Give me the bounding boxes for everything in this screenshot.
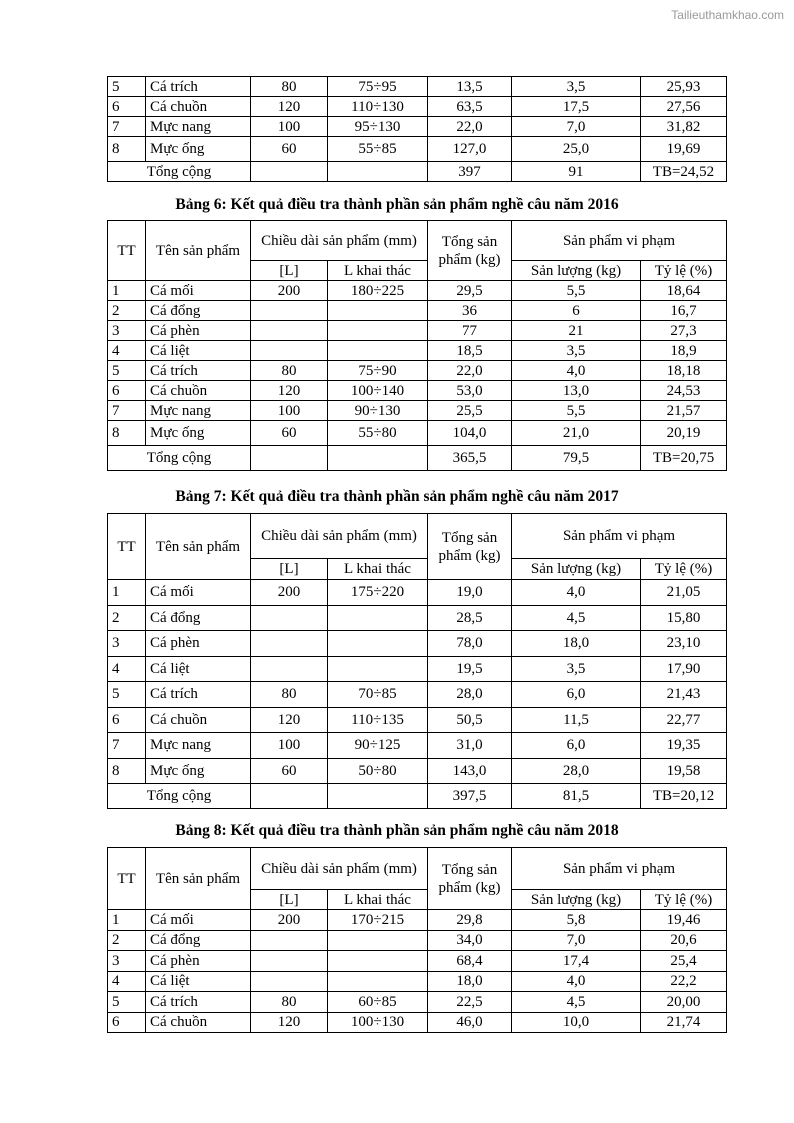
header-total: Tổng sản phẩm (kg) (428, 848, 512, 910)
header-tt: TT (108, 514, 146, 580)
cell-l-catch: 90÷130 (328, 401, 428, 421)
cell-l-catch (328, 971, 428, 992)
table-row (108, 137, 727, 162)
cell-violation-output: 21,0 (512, 421, 641, 446)
cell-empty (328, 446, 428, 471)
cell-l-standard: 80 (251, 77, 328, 97)
table-row (108, 77, 727, 97)
cell-violation-output: 7,0 (512, 117, 641, 137)
table-row (108, 605, 727, 631)
cell-total-label: Tổng cộng (108, 784, 251, 809)
cell-violation-output: 18,0 (512, 631, 641, 657)
header-l-standard: [L] (251, 261, 328, 281)
header-product-name: Tên sản phẩm (146, 848, 251, 910)
header-length-group: Chiều dài sản phẩm (mm) (251, 514, 428, 559)
cell-total: 22,0 (428, 361, 512, 381)
header-violation-ratio: Tỷ lệ (%) (641, 890, 727, 910)
header-violation-group: Sản phẩm vi phạm (512, 221, 727, 261)
table-row (108, 361, 727, 381)
cell-l-catch: 75÷95 (328, 77, 428, 97)
table6-table (107, 220, 727, 471)
cell-empty (251, 784, 328, 809)
cell-tt: 2 (108, 930, 146, 951)
cell-violation-ratio: 17,90 (641, 656, 727, 682)
cell-violation-output: 6 (512, 301, 641, 321)
header-product-name: Tên sản phẩm (146, 221, 251, 281)
total-row (108, 162, 727, 182)
table5-continued (107, 76, 726, 182)
cell-total: 104,0 (428, 421, 512, 446)
table-row (108, 733, 727, 759)
cell-tt: 7 (108, 117, 146, 137)
cell-violation-output: 3,5 (512, 341, 641, 361)
cell-tt: 6 (108, 707, 146, 733)
cell-tt: 1 (108, 580, 146, 606)
cell-total-sum: 365,5 (428, 446, 512, 471)
cell-tt: 3 (108, 321, 146, 341)
cell-product-name: Mực ống (146, 137, 251, 162)
cell-tt: 8 (108, 137, 146, 162)
cell-violation-ratio: 22,2 (641, 971, 727, 992)
cell-tt: 1 (108, 910, 146, 931)
cell-product-name: Cá trích (146, 361, 251, 381)
cell-l-catch: 75÷90 (328, 361, 428, 381)
header-violation-ratio: Tỷ lệ (%) (641, 261, 727, 281)
table-row (108, 381, 727, 401)
cell-l-catch: 100÷140 (328, 381, 428, 401)
table7-block (107, 513, 726, 809)
cell-product-name: Mực nang (146, 401, 251, 421)
cell-product-name: Mực nang (146, 733, 251, 759)
cell-empty (328, 784, 428, 809)
cell-violation-output: 17,5 (512, 97, 641, 117)
cell-violation-ratio: 19,69 (641, 137, 727, 162)
cell-l-standard (251, 341, 328, 361)
cell-total: 78,0 (428, 631, 512, 657)
cell-product-name: Cá mối (146, 910, 251, 931)
cell-product-name: Cá phèn (146, 321, 251, 341)
cell-violation-output-sum: 79,5 (512, 446, 641, 471)
cell-total: 13,5 (428, 77, 512, 97)
cell-total-sum: 397 (428, 162, 512, 182)
cell-tt: 1 (108, 281, 146, 301)
cell-violation-output-sum: 81,5 (512, 784, 641, 809)
cell-violation-output: 5,5 (512, 401, 641, 421)
cell-total-sum: 397,5 (428, 784, 512, 809)
header-total: Tổng sản phẩm (kg) (428, 514, 512, 580)
cell-violation-output: 25,0 (512, 137, 641, 162)
table-row (108, 930, 727, 951)
table-row (108, 97, 727, 117)
cell-tt: 6 (108, 381, 146, 401)
table8-table (107, 847, 727, 1033)
cell-tt: 5 (108, 361, 146, 381)
cell-l-catch (328, 605, 428, 631)
cell-l-catch: 180÷225 (328, 281, 428, 301)
cell-l-catch (328, 631, 428, 657)
cell-product-name: Cá trích (146, 682, 251, 708)
header-violation-output: Sản lượng (kg) (512, 559, 641, 580)
total-row (108, 446, 727, 471)
table-row (108, 301, 727, 321)
cell-product-name: Cá chuồn (146, 381, 251, 401)
cell-l-standard (251, 631, 328, 657)
cell-product-name: Cá trích (146, 77, 251, 97)
cell-l-standard (251, 656, 328, 682)
cell-product-name: Cá chuồn (146, 1012, 251, 1033)
cell-l-standard (251, 951, 328, 972)
header-length-group: Chiều dài sản phẩm (mm) (251, 221, 428, 261)
cell-violation-ratio: 16,7 (641, 301, 727, 321)
cell-l-catch (328, 341, 428, 361)
cell-empty (251, 446, 328, 471)
cell-l-catch: 100÷130 (328, 1012, 428, 1033)
cell-tt: 4 (108, 971, 146, 992)
cell-total: 34,0 (428, 930, 512, 951)
cell-product-name: Cá đổng (146, 301, 251, 321)
cell-violation-output: 5,5 (512, 281, 641, 301)
cell-product-name: Cá mối (146, 580, 251, 606)
cell-tt: 3 (108, 951, 146, 972)
cell-tt: 4 (108, 656, 146, 682)
header-violation-group: Sản phẩm vi phạm (512, 514, 727, 559)
cell-violation-ratio: 18,18 (641, 361, 727, 381)
cell-violation-output: 21 (512, 321, 641, 341)
cell-average-ratio: TB=24,52 (641, 162, 727, 182)
cell-total: 143,0 (428, 758, 512, 784)
header-violation-ratio: Tỷ lệ (%) (641, 559, 727, 580)
cell-l-standard (251, 605, 328, 631)
cell-total: 28,0 (428, 682, 512, 708)
cell-violation-output: 3,5 (512, 77, 641, 97)
cell-product-name: Cá chuồn (146, 707, 251, 733)
header-violation-output: Sản lượng (kg) (512, 890, 641, 910)
cell-l-standard: 80 (251, 992, 328, 1013)
cell-violation-ratio: 18,9 (641, 341, 727, 361)
cell-l-catch (328, 321, 428, 341)
cell-total: 25,5 (428, 401, 512, 421)
cell-l-standard (251, 321, 328, 341)
table-row (108, 656, 727, 682)
cell-total: 29,5 (428, 281, 512, 301)
cell-total: 22,0 (428, 117, 512, 137)
table-row (108, 631, 727, 657)
table5-tail-table (107, 76, 727, 182)
cell-l-catch: 90÷125 (328, 733, 428, 759)
table-row (108, 281, 727, 301)
table-row (108, 401, 727, 421)
table-row (108, 707, 727, 733)
cell-violation-ratio: 18,64 (641, 281, 727, 301)
cell-tt: 6 (108, 97, 146, 117)
header-total: Tổng sản phẩm (kg) (428, 221, 512, 281)
cell-violation-ratio: 24,53 (641, 381, 727, 401)
cell-total-label: Tổng cộng (108, 162, 251, 182)
cell-tt: 8 (108, 421, 146, 446)
cell-tt: 6 (108, 1012, 146, 1033)
cell-total: 28,5 (428, 605, 512, 631)
cell-violation-ratio: 25,4 (641, 951, 727, 972)
cell-violation-ratio: 27,3 (641, 321, 727, 341)
cell-l-standard (251, 930, 328, 951)
cell-l-standard (251, 971, 328, 992)
cell-violation-output: 4,0 (512, 971, 641, 992)
table-row (108, 117, 727, 137)
header-l-catch: L khai thác (328, 261, 428, 281)
cell-violation-ratio: 23,10 (641, 631, 727, 657)
cell-violation-ratio: 31,82 (641, 117, 727, 137)
cell-total: 77 (428, 321, 512, 341)
cell-l-catch: 50÷80 (328, 758, 428, 784)
cell-product-name: Cá liệt (146, 341, 251, 361)
cell-total: 19,0 (428, 580, 512, 606)
cell-violation-ratio: 15,80 (641, 605, 727, 631)
cell-product-name: Cá chuồn (146, 97, 251, 117)
table6-caption: Bảng 6: Kết quả điều tra thành phần sản phẩm nghề câu năm 2016 (175, 196, 619, 213)
cell-product-name: Mực ống (146, 758, 251, 784)
total-row (108, 784, 727, 809)
header-violation-output: Sản lượng (kg) (512, 261, 641, 281)
cell-violation-ratio: 21,57 (641, 401, 727, 421)
cell-product-name: Mực ống (146, 421, 251, 446)
cell-violation-output: 17,4 (512, 951, 641, 972)
cell-l-standard: 120 (251, 707, 328, 733)
cell-l-catch: 60÷85 (328, 992, 428, 1013)
cell-violation-output: 11,5 (512, 707, 641, 733)
cell-violation-output: 7,0 (512, 930, 641, 951)
header-l-standard: [L] (251, 559, 328, 580)
cell-average-ratio: TB=20,12 (641, 784, 727, 809)
cell-l-catch (328, 951, 428, 972)
cell-l-catch: 95÷130 (328, 117, 428, 137)
cell-product-name: Cá đổng (146, 605, 251, 631)
cell-total: 29,8 (428, 910, 512, 931)
cell-l-catch: 110÷135 (328, 707, 428, 733)
cell-l-catch (328, 930, 428, 951)
table6-block (107, 220, 726, 471)
header-length-group: Chiều dài sản phẩm (mm) (251, 848, 428, 890)
header-l-standard: [L] (251, 890, 328, 910)
cell-violation-output: 4,0 (512, 361, 641, 381)
cell-violation-ratio: 19,58 (641, 758, 727, 784)
cell-l-standard: 80 (251, 682, 328, 708)
cell-total-label: Tổng cộng (108, 446, 251, 471)
table-row (108, 971, 727, 992)
cell-l-standard: 200 (251, 580, 328, 606)
table-row (108, 580, 727, 606)
table8-block (107, 847, 726, 1033)
table-row (108, 1012, 727, 1033)
cell-l-standard: 100 (251, 733, 328, 759)
cell-l-standard: 200 (251, 910, 328, 931)
cell-tt: 2 (108, 605, 146, 631)
cell-total: 50,5 (428, 707, 512, 733)
cell-l-catch: 175÷220 (328, 580, 428, 606)
cell-total: 68,4 (428, 951, 512, 972)
cell-violation-output: 10,0 (512, 1012, 641, 1033)
cell-total: 18,0 (428, 971, 512, 992)
cell-violation-ratio: 20,6 (641, 930, 727, 951)
header-tt: TT (108, 848, 146, 910)
cell-l-standard: 80 (251, 361, 328, 381)
cell-l-standard: 100 (251, 401, 328, 421)
cell-violation-output: 4,5 (512, 605, 641, 631)
cell-l-standard: 200 (251, 281, 328, 301)
table-row (108, 951, 727, 972)
cell-violation-ratio: 19,46 (641, 910, 727, 931)
cell-violation-output: 13,0 (512, 381, 641, 401)
table-row (108, 682, 727, 708)
table-row (108, 910, 727, 931)
cell-l-standard: 60 (251, 137, 328, 162)
cell-l-standard: 120 (251, 381, 328, 401)
header-tt: TT (108, 221, 146, 281)
cell-violation-output: 5,8 (512, 910, 641, 931)
header-l-catch: L khai thác (328, 559, 428, 580)
table-row (108, 421, 727, 446)
cell-total: 127,0 (428, 137, 512, 162)
cell-l-standard: 60 (251, 758, 328, 784)
cell-tt: 5 (108, 77, 146, 97)
cell-total: 36 (428, 301, 512, 321)
cell-l-catch: 110÷130 (328, 97, 428, 117)
cell-total: 18,5 (428, 341, 512, 361)
cell-tt: 8 (108, 758, 146, 784)
cell-violation-ratio: 19,35 (641, 733, 727, 759)
cell-violation-output-sum: 91 (512, 162, 641, 182)
cell-l-standard: 100 (251, 117, 328, 137)
cell-product-name: Cá đổng (146, 930, 251, 951)
cell-empty (251, 162, 328, 182)
cell-tt: 3 (108, 631, 146, 657)
table8-caption: Bảng 8: Kết quả điều tra thành phần sản phẩm nghề câu năm 2018 (175, 822, 619, 839)
table7-caption: Bảng 7: Kết quả điều tra thành phần sản phẩm nghề câu năm 2017 (175, 488, 619, 505)
cell-violation-ratio: 20,00 (641, 992, 727, 1013)
cell-violation-output: 6,0 (512, 682, 641, 708)
cell-total: 22,5 (428, 992, 512, 1013)
cell-total: 46,0 (428, 1012, 512, 1033)
cell-l-catch (328, 301, 428, 321)
cell-product-name: Mực nang (146, 117, 251, 137)
cell-product-name: Cá liệt (146, 971, 251, 992)
cell-violation-ratio: 20,19 (641, 421, 727, 446)
cell-l-catch: 55÷85 (328, 137, 428, 162)
cell-total: 19,5 (428, 656, 512, 682)
header-violation-group: Sản phẩm vi phạm (512, 848, 727, 890)
cell-product-name: Cá phèn (146, 631, 251, 657)
cell-violation-ratio: 21,74 (641, 1012, 727, 1033)
table-row (108, 321, 727, 341)
cell-product-name: Cá phèn (146, 951, 251, 972)
cell-l-catch: 70÷85 (328, 682, 428, 708)
cell-product-name: Cá trích (146, 992, 251, 1013)
table-row (108, 758, 727, 784)
cell-violation-output: 3,5 (512, 656, 641, 682)
cell-tt: 2 (108, 301, 146, 321)
cell-violation-output: 28,0 (512, 758, 641, 784)
cell-violation-output: 6,0 (512, 733, 641, 759)
table-row (108, 341, 727, 361)
header-l-catch: L khai thác (328, 890, 428, 910)
cell-violation-ratio: 22,77 (641, 707, 727, 733)
cell-tt: 5 (108, 992, 146, 1013)
cell-l-catch: 170÷215 (328, 910, 428, 931)
cell-violation-ratio: 27,56 (641, 97, 727, 117)
table-row (108, 992, 727, 1013)
cell-average-ratio: TB=20,75 (641, 446, 727, 471)
cell-violation-output: 4,5 (512, 992, 641, 1013)
cell-tt: 4 (108, 341, 146, 361)
cell-tt: 7 (108, 401, 146, 421)
cell-violation-ratio: 21,05 (641, 580, 727, 606)
cell-total: 53,0 (428, 381, 512, 401)
cell-l-standard: 120 (251, 97, 328, 117)
watermark-text: Tailieuthamkhao.com (671, 8, 784, 22)
cell-tt: 5 (108, 682, 146, 708)
cell-product-name: Cá liệt (146, 656, 251, 682)
cell-violation-ratio: 21,43 (641, 682, 727, 708)
cell-violation-output: 4,0 (512, 580, 641, 606)
table7-table (107, 513, 727, 809)
cell-total: 63,5 (428, 97, 512, 117)
cell-tt: 7 (108, 733, 146, 759)
cell-empty (328, 162, 428, 182)
cell-l-catch: 55÷80 (328, 421, 428, 446)
cell-l-standard: 60 (251, 421, 328, 446)
cell-violation-ratio: 25,93 (641, 77, 727, 97)
cell-l-standard (251, 301, 328, 321)
cell-l-standard: 120 (251, 1012, 328, 1033)
cell-product-name: Cá mối (146, 281, 251, 301)
cell-l-catch (328, 656, 428, 682)
cell-total: 31,0 (428, 733, 512, 759)
header-product-name: Tên sản phẩm (146, 514, 251, 580)
